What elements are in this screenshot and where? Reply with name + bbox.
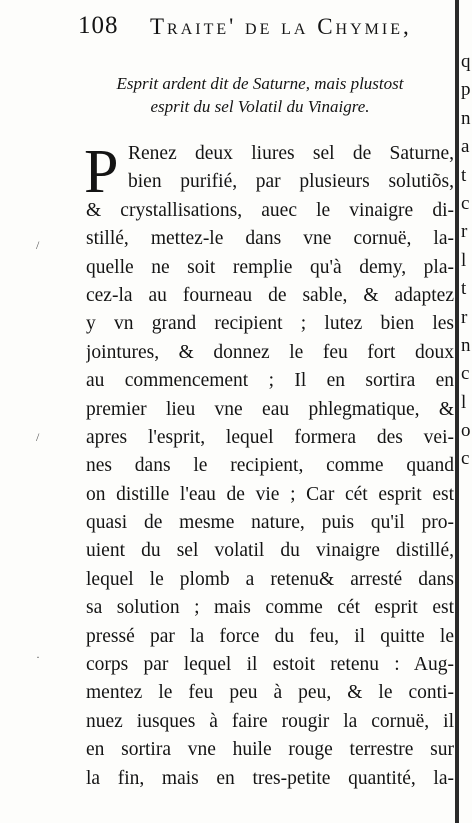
fragment-letter: p: [461, 79, 471, 101]
drop-cap: P: [84, 138, 119, 206]
text-line: y vn grand recipient ; lutez bien les: [86, 313, 454, 335]
margin-tick-mark: /: [36, 430, 40, 444]
fragment-letter: q: [461, 51, 471, 72]
fragment-letter: c: [461, 192, 470, 214]
fragment-letter: o: [461, 420, 471, 442]
text-line: sa solution ; mais comme cét esprit est: [86, 597, 454, 619]
fragment-letter: a: [461, 136, 470, 158]
fragment-letter: c: [461, 448, 470, 470]
fragment-letter: t: [461, 278, 467, 300]
text-line: mentez le feu peu à peu, & le conti-: [86, 682, 454, 704]
text-line: cez-la au fourneau de sable, & adaptez: [86, 284, 454, 306]
fragment-letter: n: [461, 334, 471, 356]
text-line: nuez iusques à faire rougir la cornuë, il: [86, 710, 454, 732]
fragment-letter: r: [461, 306, 468, 328]
text-line: Renez deux liures sel de Saturne,: [128, 143, 454, 164]
fragment-letter: t: [461, 164, 467, 186]
text-line: & crystallisations, auec le vinaigre di-: [86, 199, 454, 221]
text-line: stillé, mettez-le dans vne cornuë, la-: [86, 228, 454, 250]
fragment-letter: c: [461, 363, 470, 385]
subtitle-line-1: Esprit ardent dit de Saturne, mais plustost: [116, 74, 404, 93]
fragment-letter: l: [461, 391, 467, 413]
text-line: quelle ne soit remplie qu'à demy, pla-: [86, 256, 454, 278]
text-line: premier lieu vne eau phlegmatique, &: [86, 398, 454, 420]
fragment-letter: n: [461, 107, 471, 129]
text-line: nes dans le recipient, comme quand: [86, 455, 454, 477]
body-paragraph: [86, 140, 454, 793]
text-line: lequel le plomb a retenu& arresté dans: [86, 568, 454, 590]
fragment-letter: r: [461, 221, 468, 243]
text-line: jointures, & donnez le feu fort doux: [86, 341, 454, 363]
page-gutter: [455, 0, 459, 823]
text-line: au commencement ; Il en sortira en: [86, 370, 454, 392]
section-subtitle: [60, 72, 460, 118]
page-number: 108: [78, 12, 119, 39]
text-line: bien purifié, par plusieurs solutiõs,: [128, 171, 454, 193]
margin-tick-mark: ·: [36, 650, 40, 664]
subtitle-line-2: esprit du sel Volatil du Vinaigre.: [150, 97, 370, 116]
text-line: la fin, mais en tres-petite quantité, la-: [86, 767, 454, 789]
facing-page-fragment: [461, 48, 472, 474]
text-line: on distille l'eau de vie ; Car cét esprit est: [86, 483, 454, 505]
text-line: pressé par la force du feu, il quitte le: [86, 625, 454, 647]
text-line: quasi de mesme nature, puis qu'il pro-: [86, 512, 454, 534]
text-line: corps par lequel il estoit retenu : Aug-: [86, 654, 454, 676]
fragment-letter: l: [461, 249, 467, 271]
running-title: Traite' de la Chymie,: [150, 14, 412, 39]
text-line: apres l'esprit, lequel formera des vei-: [86, 426, 454, 448]
margin-tick-mark: /: [36, 238, 40, 252]
text-line: en sortira vne huile rouge terrestre sur: [86, 739, 454, 761]
text-line: uient du sel volatil du vinaigre distillé,: [86, 540, 454, 562]
page-header: [78, 12, 448, 46]
